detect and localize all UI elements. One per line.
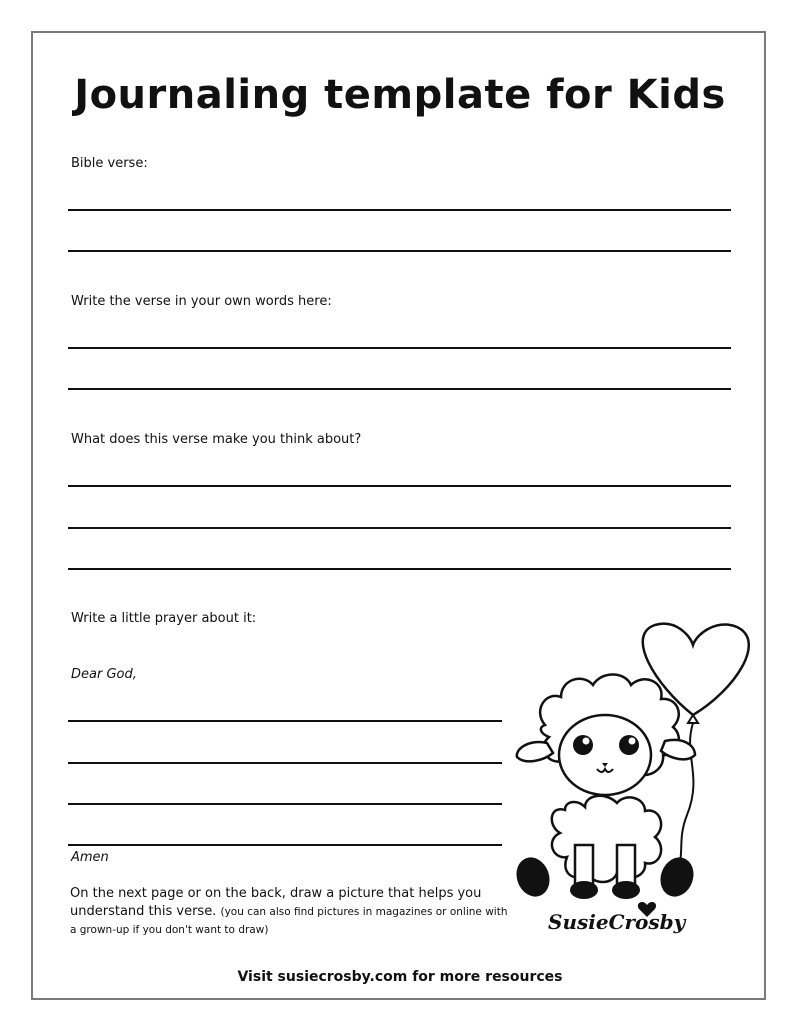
page-title: Journaling template for Kids [74,72,726,118]
dear-god-text: Dear God, [71,667,137,682]
footer-text[interactable]: Visit susiecrosby.com for more resources [237,969,563,985]
prayer-line-4[interactable] [68,844,502,846]
instructions-main: On the next page or on the back, draw a picture that helps you understand this verse. [70,886,482,919]
think-about-label: What does this verse make you think about? [71,432,362,447]
own-words-line-2[interactable] [68,388,731,390]
own-words-line-1[interactable] [68,347,731,349]
prayer-line-3[interactable] [68,803,502,805]
own-words-label: Write the verse in your own words here: [71,294,332,309]
think-about-line-3[interactable] [68,568,731,570]
brand-signature: SusieCrosby [548,910,686,934]
drawing-instructions [70,885,515,939]
instructions-note: (you can also find pictures in magazines or online with a grown-up if you don't want to draw) [70,906,508,936]
think-about-line-2[interactable] [68,527,731,529]
prayer-label: Write a little prayer about it: [71,611,257,626]
sheep-balloon-illustration [505,615,765,945]
prayer-line-1[interactable] [68,720,502,722]
prayer-line-2[interactable] [68,762,502,764]
amen-text: Amen [71,850,109,865]
bible-verse-line-1[interactable] [68,209,731,211]
bible-verse-label: Bible verse: [71,156,148,171]
think-about-line-1[interactable] [68,485,731,487]
bible-verse-line-2[interactable] [68,250,731,252]
